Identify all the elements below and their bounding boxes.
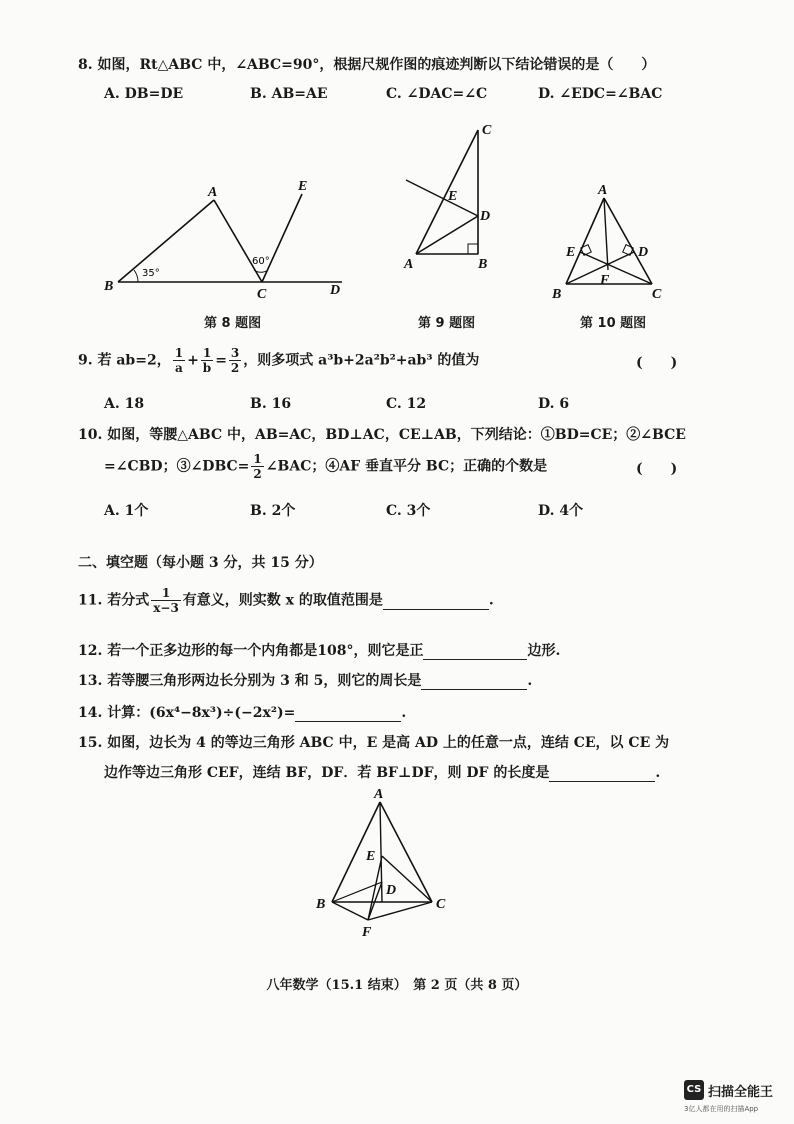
q13-end: .: [527, 673, 533, 689]
q9-frac2: [201, 346, 213, 375]
fig8-label-d: D: [330, 283, 341, 298]
q12-answer-blank[interactable]: [423, 643, 527, 660]
fig8-label-a: A: [208, 185, 218, 200]
fig9-label-b: B: [478, 257, 488, 272]
fig9-caption: 第 9 题图: [418, 316, 476, 331]
q10-half: [251, 452, 263, 481]
q9-frac2-den: b: [202, 361, 212, 375]
q9-prefix: 9. 若 ab=2，: [78, 352, 171, 369]
q10-half-num: 1: [253, 452, 262, 466]
q9-stem: 9. 若 ab=2， $\frac{1}{a}$ + $\frac{1}{b}$ = $\frac{3}{2}$ ，则多项式 a³b+2a²b²+ab³ 的值为: [78, 346, 480, 375]
q9-suffix: ，则多项式 a³b+2a²b²+ab³ 的值为: [243, 352, 480, 369]
fig8-label-e: E: [298, 179, 308, 194]
q11-suffix: 有意义，则实数 x 的取值范围是: [182, 592, 383, 609]
q14: [78, 702, 406, 722]
fig10-label-f: F: [600, 273, 610, 288]
q14-answer-blank[interactable]: [295, 705, 401, 722]
section-2-title: 二、填空题（每小题 3 分，共 15 分）: [78, 555, 323, 571]
figure-10: [548, 180, 678, 305]
q15-line2-text: 边作等边三角形 CEF，连结 BF，DF．若 BF⊥DF，则 DF 的长度是: [104, 765, 550, 781]
figure-9: [396, 120, 506, 280]
q9-option-c: C. 12: [386, 396, 427, 412]
q11-end: .: [488, 592, 494, 609]
q8-option-a: A. DB=DE: [104, 86, 184, 102]
fig9-label-e: E: [448, 189, 458, 204]
q8-stem: 8. 如图，Rt△ABC 中，∠ABC=90°，根据尺规作图的痕迹判断以下结论错误的是（ ）: [78, 57, 656, 73]
fig15-label-c: C: [436, 897, 446, 912]
figure-8: [100, 178, 360, 303]
q12-end: 边形.: [527, 643, 561, 659]
fig8-angle-60: 60°: [252, 256, 270, 267]
q10-line2: [104, 452, 547, 481]
q9-frac1-den: a: [174, 361, 183, 375]
q10-line2-b: ∠BAC；④AF 垂直平分 BC；正确的个数是: [265, 458, 548, 475]
q9-frac3-den: 2: [230, 361, 240, 375]
scanner-name: 扫描全能王: [708, 1085, 774, 1100]
q8-option-d: D. ∠EDC=∠BAC: [538, 86, 663, 102]
q8-option-b: B. AB=AE: [250, 86, 328, 102]
fig8-label-c: C: [257, 287, 267, 302]
fig10-label-b: B: [552, 287, 562, 302]
fig10-label-d: D: [638, 245, 649, 260]
q8-option-c: C. ∠DAC=∠C: [386, 86, 488, 102]
q13-text: 13. 若等腰三角形两边长分别为 3 和 5，则它的周长是: [78, 673, 422, 689]
q9-frac3: [229, 346, 241, 375]
q14-text: 14. 计算：(6x⁴−8x³)÷(−2x²)=: [78, 705, 296, 721]
q9-frac1-num: 1: [174, 346, 184, 360]
fig9-label-a: A: [404, 257, 414, 272]
q11-prefix: 11. 若分式: [78, 592, 150, 609]
fig10-caption: 第 10 题图: [580, 316, 647, 331]
q10-answer-paren: ( ): [636, 461, 678, 477]
fig9-label-c: C: [482, 123, 492, 138]
q10-half-den: 2: [253, 467, 262, 481]
fig15-label-e: E: [366, 849, 376, 864]
q11-answer-blank[interactable]: [383, 593, 489, 610]
q15-answer-blank[interactable]: [549, 765, 655, 782]
q14-end: .: [401, 705, 407, 721]
scanner-watermark: [684, 1080, 784, 1120]
fig10-label-a: A: [598, 183, 608, 198]
fig15-label-a: A: [374, 787, 384, 802]
q10-option-d: D. 4个: [538, 503, 584, 519]
q13: [78, 670, 532, 690]
fig15-label-f: F: [362, 925, 372, 940]
fig15-label-d: D: [386, 883, 397, 898]
scanner-logo-icon: CS: [684, 1080, 704, 1100]
q9-frac2-num: 1: [201, 346, 213, 361]
fig10-label-c: C: [652, 287, 662, 302]
q15-end: .: [655, 765, 661, 781]
fig8-caption: 第 8 题图: [204, 316, 262, 331]
q10-option-b: B. 2个: [250, 503, 296, 519]
fig9-label-d: D: [480, 209, 491, 224]
figure-15: [310, 786, 480, 942]
fig8-angle-35: 35°: [142, 268, 160, 279]
fig15-label-b: B: [316, 897, 326, 912]
page-footer: 八年数学（15.1 结束） 第 2 页（共 8 页）: [266, 978, 528, 993]
q9-option-d: D. 6: [538, 396, 570, 412]
q11-num: 1: [151, 586, 181, 601]
q15-line2: [104, 762, 660, 782]
q11: [78, 586, 494, 615]
fig8-label-b: B: [104, 279, 114, 294]
q11-frac: [151, 586, 181, 615]
q9-frac3-num: 3: [230, 346, 240, 360]
fig10-label-e: E: [566, 245, 576, 260]
q12: [78, 640, 560, 660]
q12-text: 12. 若一个正多边形的每一个内角都是108°，则它是正: [78, 643, 424, 659]
q10-option-c: C. 3个: [386, 503, 431, 519]
q13-answer-blank[interactable]: [421, 673, 527, 690]
q11-den: x−3: [153, 601, 179, 615]
q9-option-b: B. 16: [250, 396, 292, 412]
q9-option-a: A. 18: [104, 396, 145, 412]
q10-option-a: A. 1个: [104, 503, 149, 519]
q15-line1: 15. 如图，边长为 4 的等边三角形 ABC 中，E 是高 AD 上的任意一点，连结 CE，以 CE 为: [78, 735, 670, 751]
q10-line2-a: =∠CBD；③∠DBC=: [104, 458, 250, 475]
scanner-tagline: 3亿人都在用的扫描App: [684, 1105, 759, 1113]
q10-line1: 10. 如图，等腰△ABC 中，AB=AC，BD⊥AC，CE⊥AB，下列结论：①BD=CE；②∠BCE: [78, 427, 686, 443]
q9-answer-paren: ( ): [636, 355, 678, 371]
q9-frac1: [173, 346, 185, 375]
